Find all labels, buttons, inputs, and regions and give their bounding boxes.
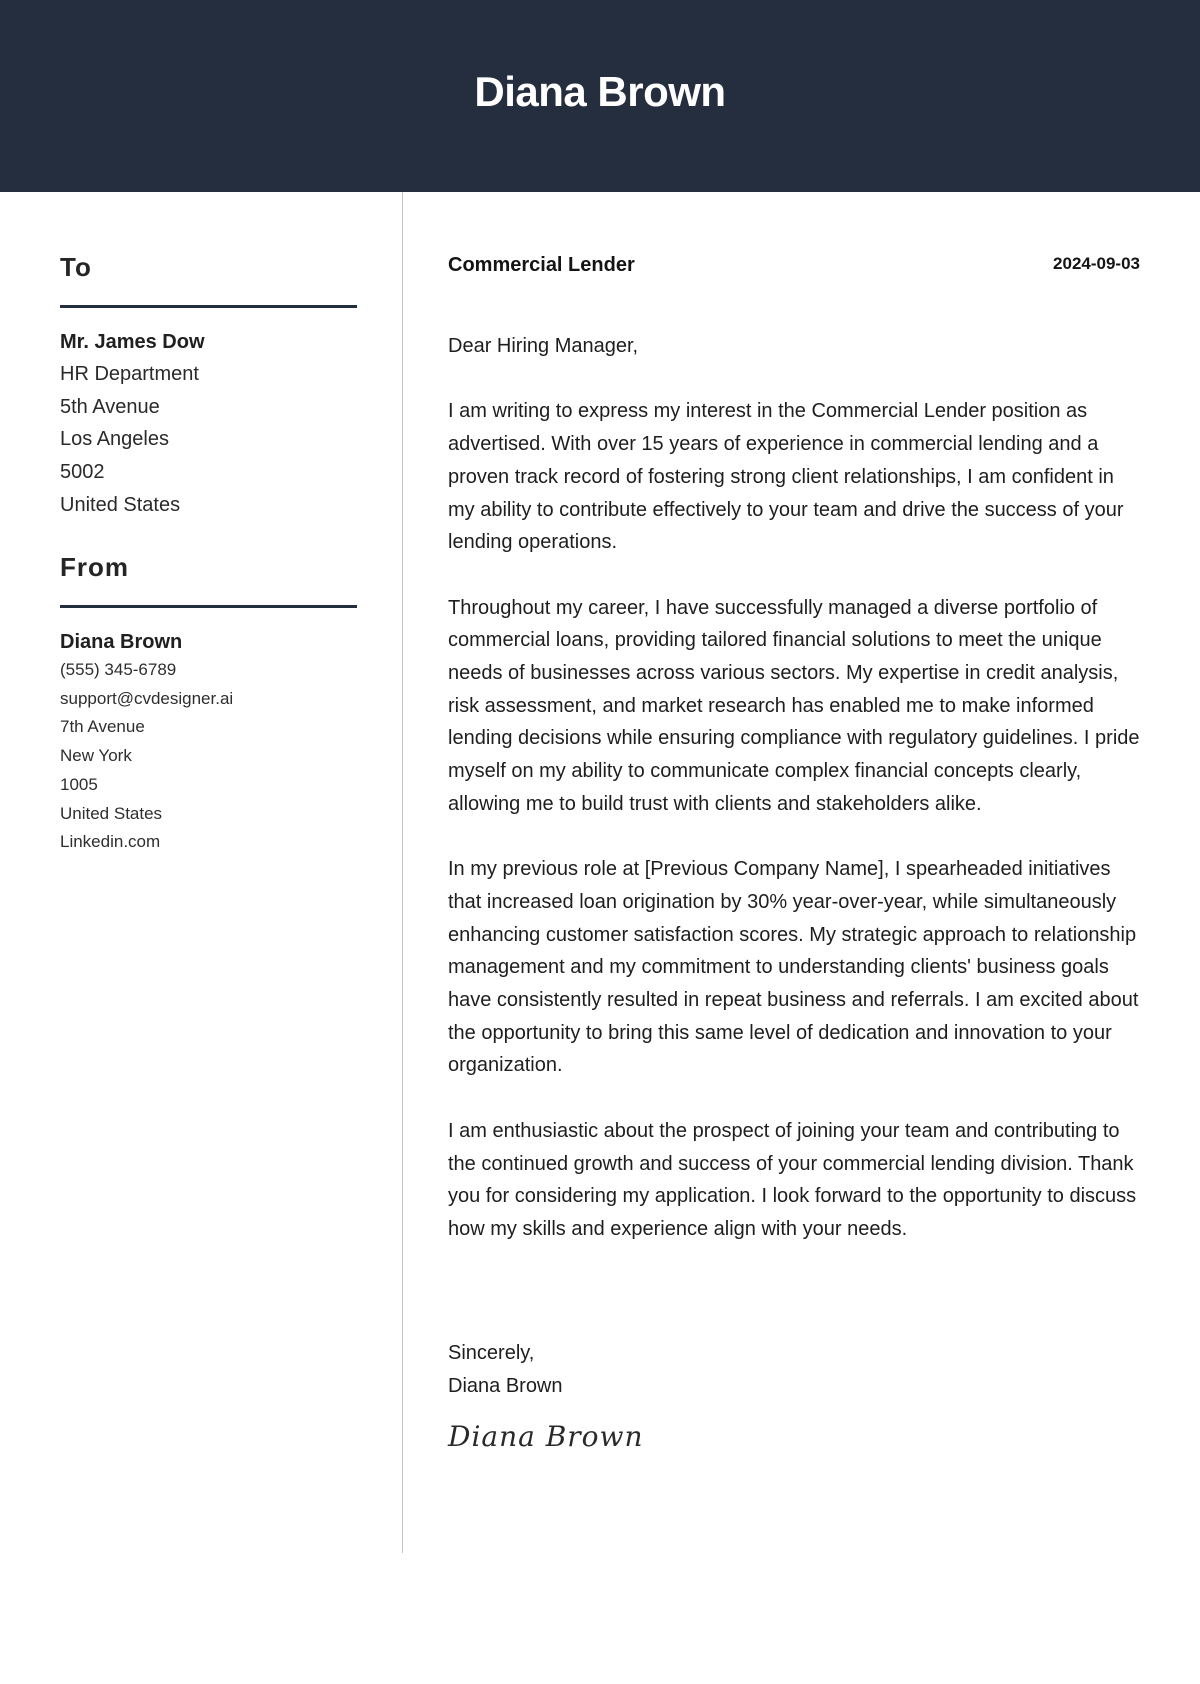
letter-text [448, 330, 1140, 1278]
greeting: Dear Hiring Manager, [448, 335, 639, 357]
sender-phone: (555) 345-6789 [60, 660, 177, 679]
closing-block [448, 1337, 563, 1402]
paragraph: Throughout my career, I have successfully managed a diverse portfolio of commercial loans, providing tailored financial solutions to meet the unique needs of businesses across various sectors. My expertise in credit analysis, risk assessment, and market research has enabled me to make informed lending decisions while ensuring compliance with regulatory guidelines. I pride myself on my ability to communicate complex financial concepts clearly, allowing me to build trust with clients and stakeholders alike. [448, 596, 1140, 815]
recipient-heading: To [60, 252, 92, 282]
recipient-block [60, 326, 205, 522]
sender-heading: From [60, 552, 129, 582]
applicant-name: Diana Brown [474, 68, 726, 115]
sender-country: United States [60, 803, 163, 823]
header-banner [0, 0, 1200, 192]
sender-website: Linkedin.com [60, 832, 161, 852]
sender-zip: 1005 [60, 774, 98, 794]
sender-name: Diana Brown [60, 631, 183, 653]
paragraph: I am enthusiastic about the prospect of joining your team and contributing to the continued growth and success of your commercial lending division. Thank you for considering my application. I look forward to the opportunity to discuss how my skills and experience align with your needs. [448, 1119, 1137, 1240]
recipient-city: Los Angeles [60, 428, 169, 451]
paragraph: I am writing to express my interest in the Commercial Lender position as advertised. With over 15 years of experience in commercial lending and a proven track record of fostering strong client relationships, I am confident in my ability to contribute effectively to your team and drive the success of your lending operations. [448, 400, 1124, 554]
signature: Diana Brown [448, 1420, 644, 1453]
column-divider [402, 192, 403, 1553]
recipient-department: HR Department [60, 363, 199, 385]
letter-date: 2024-09-03 [1053, 254, 1140, 273]
recipient-name: Mr. James Dow [60, 331, 205, 353]
sender-block [60, 628, 233, 857]
recipient-zip: 5002 [60, 461, 105, 484]
sender-rule [60, 605, 357, 608]
recipient-rule [60, 305, 357, 308]
sender-city: New York [60, 746, 132, 766]
recipient-country: United States [60, 493, 181, 516]
position-title: Commercial Lender [448, 254, 635, 276]
closing-name: Diana Brown [448, 1374, 563, 1397]
sender-street: 7th Avenue [60, 717, 145, 737]
sender-email: support@cvdesigner.ai [60, 688, 234, 708]
recipient-street: 5th Avenue [60, 395, 160, 418]
paragraph: In my previous role at [Previous Company Name], I spearheaded initiatives that increased loan origination by 30% year-over-year, while simultaneously enhancing customer satisfaction scores. My strategic approach to relationship management and my commitment to understanding clients' business goals have consistently resulted in repeat business and referrals. I am excited about the opportunity to bring this same level of dedication and innovation to your organization. [448, 858, 1139, 1077]
closing-phrase: Sincerely, [448, 1342, 535, 1364]
